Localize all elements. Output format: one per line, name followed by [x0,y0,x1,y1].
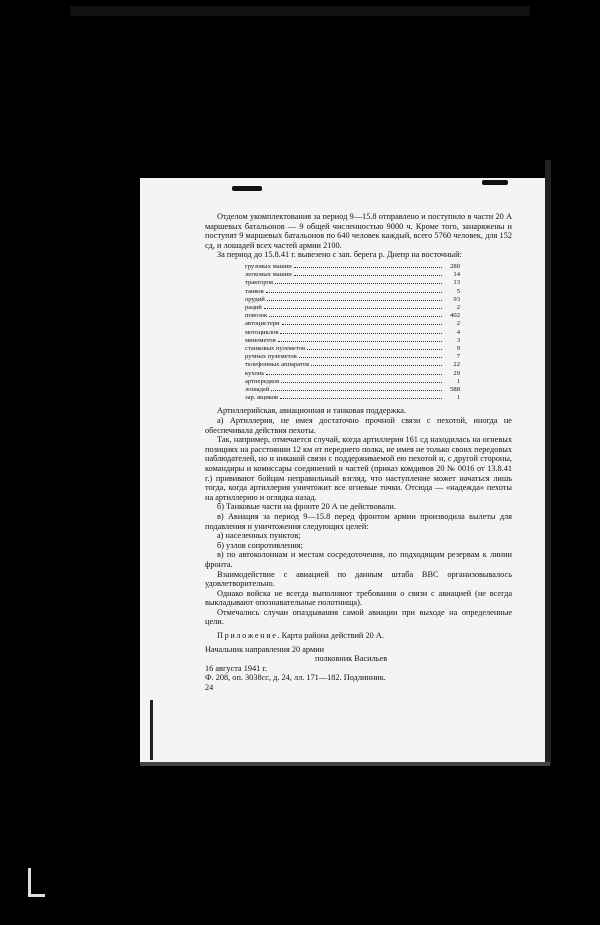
page-edge-right [545,160,551,765]
paragraph-artillery: а) Артиллерия, не имея достаточно прочной связи с пехотой, иногда не обеспечивала действия пехоты. [205,416,512,435]
paragraph-interaction: Взаимодействие с авиацией по данным штаба ВВС организовывалось удовлетворительно. [205,569,512,589]
table-row-value: 29 [453,369,460,377]
paragraph-aviation: в) Авиация за период 9—15.8 перед фронтом армии производила вылеты для подавления и уничтожения следующих целей: [205,511,512,531]
heading-support: Артиллерийская, авиационная и танковая поддержка. [217,406,407,416]
table-row [245,353,460,361]
leader-dots [280,333,442,334]
table-row [245,263,460,271]
leader-dots [299,357,442,358]
table-row-label: кухонь [245,369,265,377]
table-row-label: легковых машин [245,271,292,279]
list-item: б) узлов сопротивления; [217,540,303,550]
table-row [245,288,460,296]
leader-dots [264,308,442,309]
page-fold-line [150,700,153,760]
leader-dots [278,341,442,342]
table-row-label: тракторов [245,279,274,287]
table-row [245,320,460,328]
leader-dots [280,398,442,399]
table-row-value: 4 [456,328,460,336]
table-row-value: 93 [453,295,460,303]
table-row-label: автоцистерн [245,320,280,328]
table-row-value: 22 [453,361,460,369]
scan-mark [482,180,508,185]
table-row-value: 2 [456,303,460,311]
table-row-label: повозок [245,312,268,320]
list-item: а) населенных пунктов; [217,531,301,541]
table-row-value: 5 [456,287,460,295]
table-row [245,345,460,353]
appendix-text: . Карта района действий 20 А. [277,631,384,641]
table-row-label: танков [245,287,264,295]
table-row-value: 3 [456,336,460,344]
list-item: в) по автоколоннам и местам сосредоточения, по подходящим резервам к линии фронта. [205,550,512,569]
paragraph-reinforcement: Отделом укомплектования за период 9—15.8 отправлено и поступило в части 20 А маршевых батальонов — 9 общей численностью 9000 ч. Кроме того, занаряжены и поступят 9 маршевых батальонов по 640 человек каждый, всего 5760 человек, для 152 сд, и лошадей всех частей армии 2100. [205,212,512,250]
table-row [245,312,460,320]
table-row-label: раций [245,303,262,311]
table-row-value: 9 [456,345,460,352]
table-row [245,304,460,312]
table-row-label: ручных пулеметов [245,353,297,361]
scan-border-top [70,6,530,16]
table-row [245,271,460,279]
table-row-label: грузовых машин [245,262,292,270]
table-row-value: 13 [453,279,460,287]
table-row-label: минометов [245,336,276,344]
scan-corner-mark [28,868,45,897]
page-number: 24 [205,683,214,693]
paragraph-example: Так, например, отмечается случай, когда артиллерия 161 сд находилась на огневых позициях на расстоянии 12 км от переднего полка, не имея не только своих передовых наблюдателей, но и никакой связи с поддерживаемой ею пехотой и, с другой стороны, командиры и комиссары соединений и частей (приказ комдивов 20 № 0016 от 13.8.41 г.) прививают бойцам неправильный взгляд, что наступление может начаться лишь тогда, когда артиллерия уничтожит все огневые точки. Отсюда — «надежда» пехоты на артиллерию и оглядка назад. [205,435,512,502]
leader-dots [294,267,442,268]
table-row-value: 14 [453,271,460,279]
leader-dots [269,316,442,317]
source-reference: Ф. 208, оп. 3038сс, д. 24, лл. 171—182. Подлинник. [205,673,386,683]
leader-dots [311,365,442,366]
table-row [245,386,460,394]
leader-dots [281,382,442,383]
leader-dots [282,324,442,325]
table-row-label: орудий [245,295,265,303]
signature-name: полковник Васильев [315,654,388,664]
table-row [245,394,460,402]
table-row-label: станковых пулеметов [245,345,306,352]
table-row-value: 280 [450,262,460,270]
paragraph-tanks: б) Танковые части на фронте 20 А не действовали. [217,502,396,512]
document-text [205,212,512,693]
table-row-value: 2 [456,320,460,328]
appendix-line [205,631,512,641]
appendix-label: Приложение [217,631,278,641]
table-row-value: 7 [456,353,460,361]
leader-dots [307,349,442,350]
table-row [245,361,460,369]
paragraph-evacuation: За период до 15.8.41 г. вывезено с зап. берега р. Днепр на восточный: [217,250,462,260]
table-row-value: 402 [450,312,460,320]
leader-dots [294,275,442,276]
table-row [245,329,460,337]
table-row-value: 588 [450,386,460,394]
table-row-label: артпередков [245,377,280,385]
equipment-table [245,263,460,402]
table-row [245,378,460,386]
page-edge-bottom [140,762,550,766]
leader-dots [267,300,442,301]
table-row-label: мотоциклов [245,328,279,336]
document-date: 16 августа 1941 г. [205,663,267,673]
table-row-label: телефонных аппаратов [245,361,310,369]
table-row-value: 1 [456,394,460,402]
table-row-label: лошадей [245,386,270,394]
table-row [245,296,460,304]
leader-dots [271,390,442,391]
scan-mark [232,186,262,191]
table-row [245,370,460,378]
table-row [245,337,460,345]
leader-dots [275,283,442,284]
paragraph-however: Однако войска не всегда выполняют требования о связи с авиацией (не всегда выкладывают опознавательные полотнища). [205,588,512,608]
paragraph-delays: Отмечались случаи опаздывания самой авиации при выходе на определенные цели. [205,607,512,627]
signature-title: Начальник направления 20 армии [205,644,325,654]
leader-dots [266,292,442,293]
table-row [245,279,460,287]
table-row-label: зар. ящиков [245,394,279,402]
table-row-value: 1 [456,377,460,385]
leader-dots [266,374,442,375]
